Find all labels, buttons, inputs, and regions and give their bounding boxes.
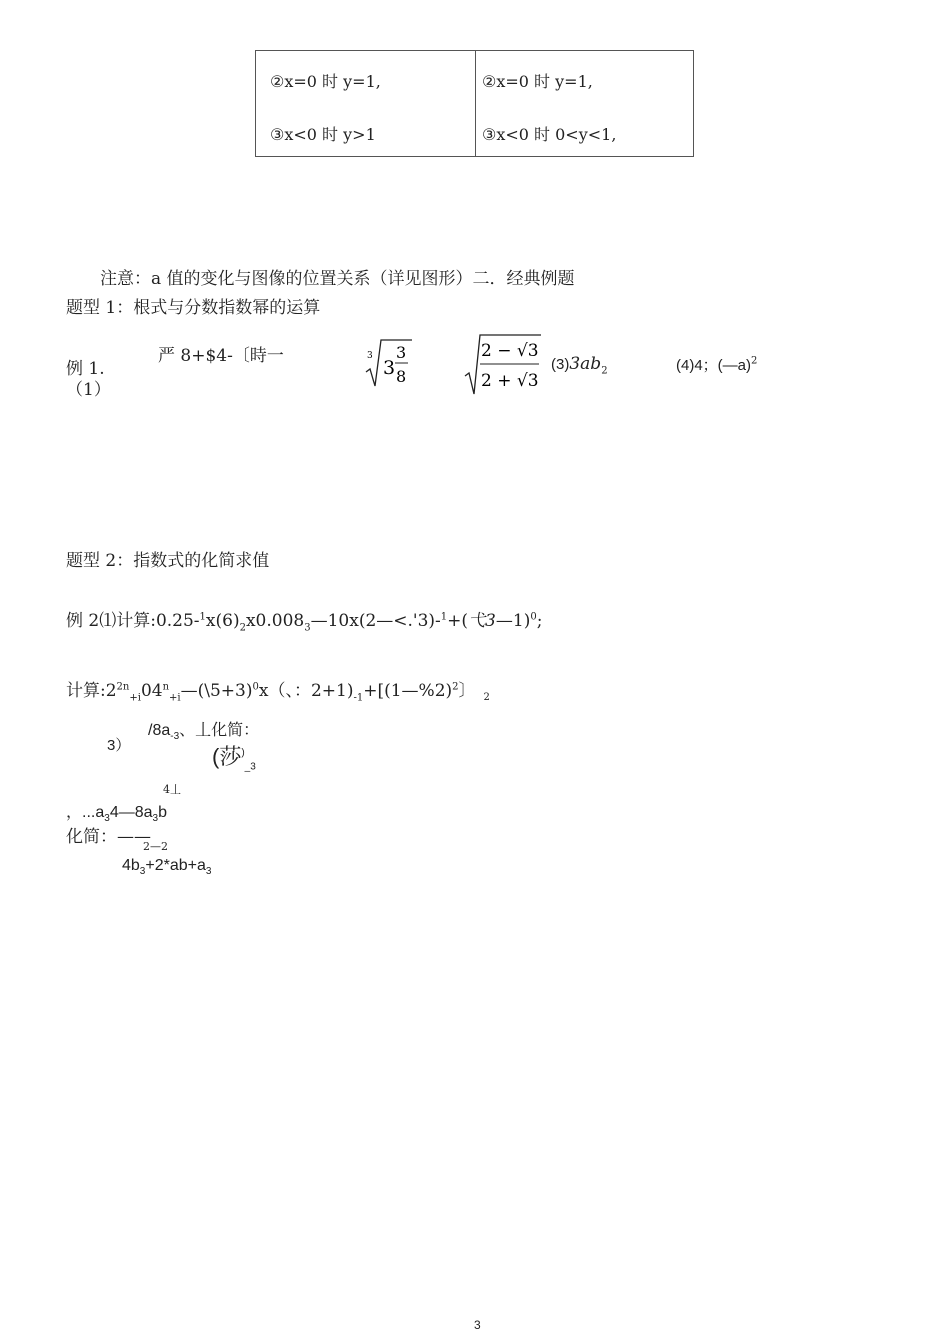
ex2-part-a: 例 2⑴计算:0.25- [66,611,200,631]
item3-line2-text: (莎 [212,744,242,769]
sqrt-fraction-expression [463,332,543,396]
calc2-sup-b: n [162,681,170,693]
calc2-part-c: —(\5+3) [180,681,253,701]
calc2-part-f: 〕 [458,681,476,701]
item4-numerator [66,799,167,824]
calc2-part-a: 计算:2 [66,681,117,701]
item3-line1-tail: 、丄化简： [179,722,260,739]
ex1-sublabel: （1） [66,380,111,400]
item3-line2-sub: _3 [244,761,256,773]
sqrt-denominator: 2 + √3 [481,371,539,391]
calc2-sub-f: 2 [483,692,490,704]
fraction-denominator: 8 [396,367,407,386]
ex1-item4 [676,354,757,375]
item4-denominator [122,857,211,877]
table-cell-right-2: ③x<0 时 0<y<1, [482,125,617,144]
sqrt-numerator: 2 − √3 [481,341,539,361]
fraction-numerator: 3 [396,343,407,362]
item4-den-sub2: 3 [205,866,212,878]
ex2-sup-g: 0 [530,611,537,623]
calc2-part-e: +[(1—%2) [363,681,453,701]
note-text: 注意：a 值的变化与图像的位置关系（详见图形）二．经典例题 [100,269,575,289]
root-index: 3 [367,351,373,361]
ex2-sub-c: 3 [304,622,311,634]
item4-expr: 4；(—a) [694,357,752,374]
item3-line1 [148,717,259,742]
comparison-table [255,50,694,157]
item3-line1-text: /8a [148,722,171,739]
item3-expr: 3ab [569,354,602,374]
ex1-item3 [551,354,608,376]
table-cell-left-1: ②x=0 时 y=1, [270,72,381,91]
calc2-sup-e: 2 [452,681,459,693]
item3-label: (3) [551,356,570,373]
mixed-whole: 3 [383,357,396,379]
item4-den-sub: 3 [139,866,146,878]
item4-sup: 2 [751,355,758,367]
calc2-sub-d: -1 [353,692,364,704]
item4-num-text: ，...a [66,804,105,821]
table-divider [475,51,476,156]
item4-num-tail2: b [158,804,167,821]
calc2-sub-a: +i [129,692,141,704]
item4-label: (4) [676,357,695,374]
calc2-sup-a: 2n [116,681,130,693]
calc2-part-d: x（、：2+1) [258,681,354,701]
ex2-sup-d: 1 [440,611,448,623]
ex2-part-f: 弋3 [468,611,496,631]
page-number: 3 [474,1318,481,1332]
item4-mid: 2—2 [143,840,168,853]
ex2-part-e: +( [447,611,469,631]
calc2-sub-b: +i [169,692,181,704]
item3-line2-sup: ) [241,747,245,759]
item3-line2 [212,740,256,772]
type2-title: 题型 2：指数式的化简求值 [66,551,270,571]
ex2-part-h: ; [536,611,543,631]
item4-num-sub: 3 [104,813,110,825]
type1-title: 题型 1：根式与分数指数幂的运算 [66,298,321,318]
item3-number: 3） [107,737,131,754]
item4-den-text: 4b [122,857,140,874]
calc2-part-b: 04 [140,681,163,701]
item3-line1-sub: -3 [170,731,180,743]
calc2-sup-c: 0 [252,681,259,693]
item4-den-tail: +2*ab+a [145,857,206,874]
table-cell-right-1: ②x=0 时 y=1, [482,72,593,91]
ex1-label: 例 1. [66,359,105,379]
ex2-sup-a: 1 [199,611,206,623]
item3-sub: 2 [601,365,608,377]
ex2-line [66,606,542,633]
ex1-expr1: 严 8+$4-〔時一 [158,346,284,366]
item4-label: 化简：—— [66,827,151,847]
calc2-line [66,676,490,703]
ex2-part-c: x0.008 [245,611,305,631]
cube-root-expression [364,336,414,392]
item4-num-sub2: 3 [152,813,159,825]
ex2-part-b: x(6) [205,611,240,631]
table-cell-left-2: ③x<0 时 y>1 [270,125,376,144]
ex2-sub-b: 2 [239,622,246,634]
ex2-part-g: —1) [495,611,531,631]
item4-top: 4丄 [163,783,181,796]
item4-num-tail: 4—8a [109,804,153,821]
ex2-part-d: —10x(2—<.'3)- [310,611,441,631]
